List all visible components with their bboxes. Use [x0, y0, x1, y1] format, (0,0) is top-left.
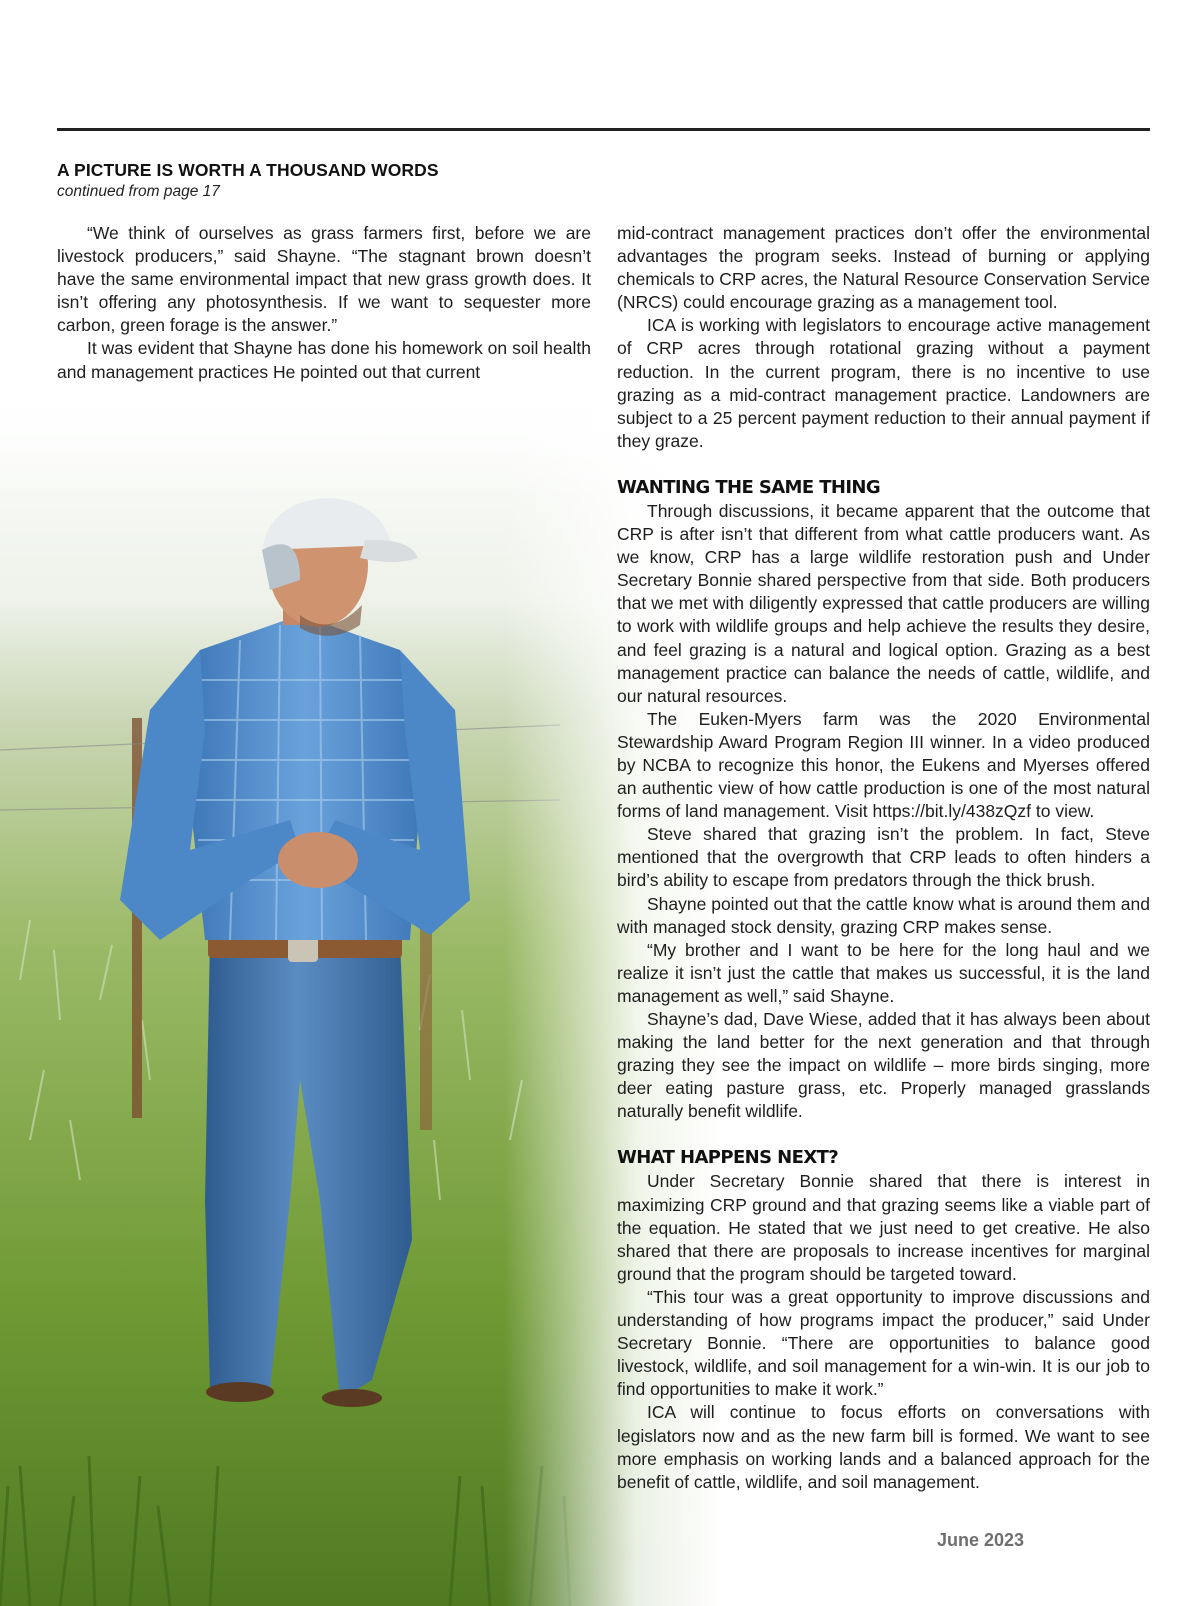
section-heading: WANTING THE SAME THING	[617, 476, 881, 498]
paragraph: Shayne pointed out that the cattle know what is around them and with managed stock density, grazing CRP makes sense.	[617, 893, 1150, 937]
paragraph: It was evident that Shayne has done his homework on soil health and management practices He pointed out that current	[57, 338, 591, 382]
right-text-column	[617, 222, 1150, 1494]
paragraph: Steve shared that grazing isn’t the problem. In fact, Steve mentioned that the overgrowth that CRP leads to often hinders a bird’s ability to escape from predators through the thick brush.	[617, 824, 1150, 891]
paragraph: mid-contract management practices don’t offer the environmental advantages the program seeks. Instead of burning or applying chemicals to CRP acres, the Natural Resource Conservation Service (NRCS) could encourage grazing as a management tool.	[617, 223, 1150, 313]
top-rule-divider	[57, 128, 1150, 131]
paragraph: The Euken-Myers farm was the 2020 Environmental Stewardship Award Program Region III winner. In a video produced by NCBA to recognize this honor, the Eukens and Myerses offered an authentic view of how cattle production is one of the most natural forms of land management. Visit https://bit.ly/438zQzf to view.	[617, 708, 1150, 822]
paragraph: “This tour was a great opportunity to improve discussions and understanding of how programs impact the producer,” said Under Secretary Bonnie. “There are opportunities to balance good livestock, wildlife, and soil management for a win-win. It is our job to find opportunities to make it work.”	[617, 1286, 1150, 1400]
left-text-column	[57, 222, 591, 384]
paragraph: “My brother and I want to be here for the long haul and we realize it isn’t just the cattle that makes us successful, it is the land management as well,” said Shayne.	[617, 939, 1150, 1006]
continued-note: continued from page 17	[57, 183, 220, 200]
paragraph: ICA is working with legislators to encourage active management of CRP acres through rotational grazing without a payment reduction. In the current program, there is no incentive to use grazing as a mid-contract management practice. Landowners are subject to a 25 percent payment reduction to their annual payment if they graze.	[617, 315, 1150, 451]
footer-date: June 2023	[936, 1530, 1024, 1550]
paragraph: ICA will continue to focus efforts on conversations with legislators now and as the new farm bill is formed. We want to see more emphasis on working lands and a balanced approach for the benefit of cattle, wildlife, and soil management.	[617, 1402, 1150, 1492]
article-kicker: A PICTURE IS WORTH A THOUSAND WORDS	[57, 160, 439, 180]
paragraph: “We think of ourselves as grass farmers first, before we are livestock producers,” said Shayne. “The stagnant brown doesn’t have the same environmental impact that new grass growth does. It isn’t offering any photosynthesis. If we want to sequester more carbon, green forage is the answer.”	[57, 223, 591, 336]
paragraph: Through discussions, it became apparent that the outcome that CRP is after isn’t that different from what cattle producers want. As we know, CRP has a large wildlife restoration push and Under Secretary Bonnie shared perspective from that side. Both producers that we met with diligently expressed that cattle producers are willing to work with wildlife groups and help achieve the results they desire, and feel grazing is a natural and logical option. Grazing as a best management practice can balance the needs of cattle, wildlife, and our natural resources.	[617, 500, 1150, 706]
paragraph: Shayne’s dad, Dave Wiese, added that it has always been about making the land better for the next generation and that through grazing they see the impact on wildlife – more birds singing, more deer eating pasture grass, etc. Properly managed grasslands naturally benefit wildlife.	[617, 1009, 1150, 1122]
section-heading: WHAT HAPPENS NEXT?	[617, 1147, 839, 1169]
paragraph: Under Secretary Bonnie shared that there is interest in maximizing CRP ground and that grazing seems like a viable part of the equation. He stated that we just need to get creative. He also shared that there are proposals to increase incentives for marginal ground that the program should be targeted toward.	[617, 1171, 1150, 1284]
article-header	[57, 160, 439, 201]
